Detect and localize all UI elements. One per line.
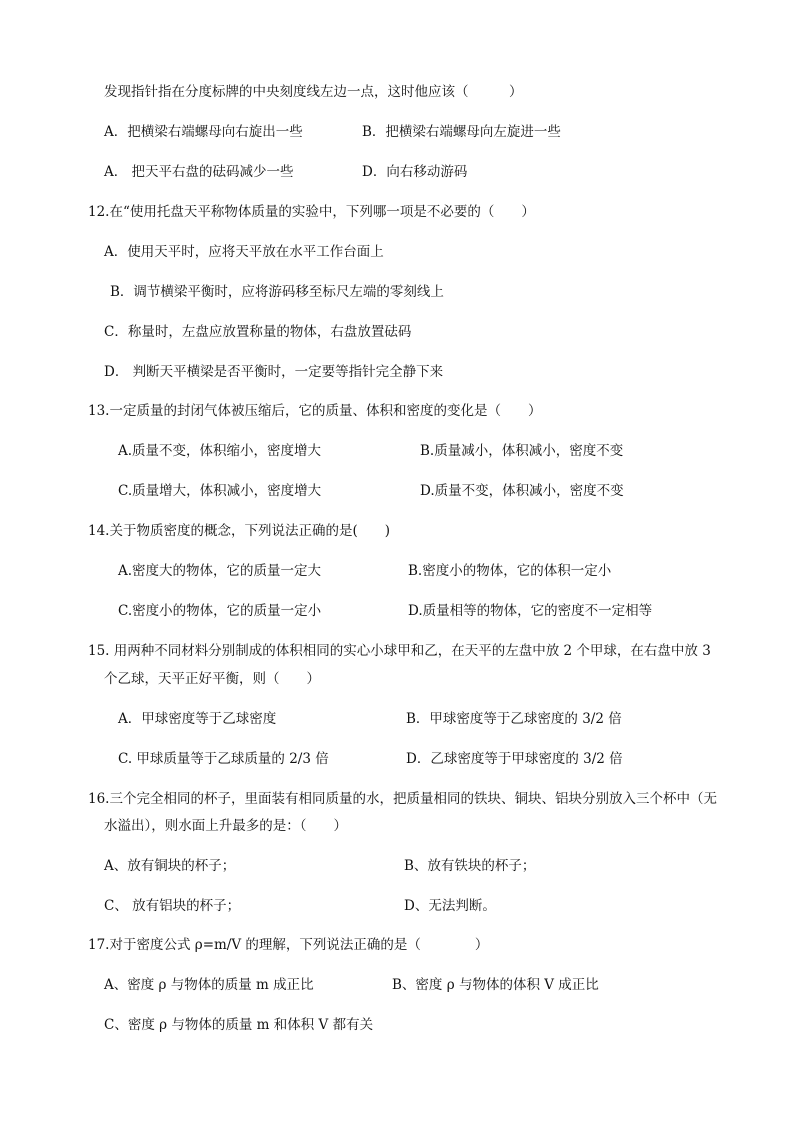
q13-option-c: C.质量增大，体积减小，密度增大 <box>118 483 322 499</box>
q13-option-a: A.质量不变，体积缩小，密度增大 <box>118 443 322 459</box>
q12-option-c: C．称量时，左盘应放置称量的物体，右盘放置砝码 <box>104 324 412 340</box>
q15-stem-line1: 15. 用两种不同材料分别制成的体积相同的实心小球甲和乙，在天平的左盘中放 2 个甲球，在右盘中放 3 <box>88 643 711 659</box>
q16-option-a: A、放有铜块的杯子； <box>104 858 236 874</box>
q14-option-c: C.密度小的物体，它的质量一定小 <box>118 603 322 619</box>
q13-stem: 13.一定质量的封闭气体被压缩后，它的质量、体积和密度的变化是（ ） <box>88 403 542 419</box>
q15-option-b: B．甲球密度等于乙球密度的 3/2 倍 <box>406 711 622 727</box>
q16-option-b: B、放有铁块的杯子； <box>404 858 536 874</box>
q16-option-d: D、无法判断。 <box>404 898 496 914</box>
q13-option-b: B.质量减小，体积减小，密度不变 <box>420 443 624 459</box>
q17-option-b: B、密度 ρ 与物体的体积 V 成正比 <box>392 977 599 993</box>
q11-option-a: A．把横梁右端螺母向右旋出一些 <box>104 124 303 140</box>
q11-stem-continued: 发现指针指在分度标牌的中央刻度线左边一点，这时他应该（ ） <box>104 84 523 100</box>
q12-stem: 12.在“使用托盘天平称物体质量的实验中，下列哪一项是不必要的（ ） <box>88 204 535 220</box>
q17-stem: 17.对于密度公式 ρ=m/V 的理解，下列说法正确的是（ ） <box>88 937 489 953</box>
q12-option-d: D． 判断天平横梁是否平衡时，一定要等指针完全静下来 <box>104 364 444 380</box>
q11-option-d: D．向右移动游码 <box>362 164 468 180</box>
q14-option-d: D.质量相等的物体，它的密度不一定相等 <box>408 603 653 619</box>
q11-option-c: A． 把天平右盘的砝码减少一些 <box>104 164 294 180</box>
q15-stem-line2: 个乙球，天平正好平衡，则（ ） <box>104 671 320 687</box>
q12-option-a: A．使用天平时，应将天平放在水平工作台面上 <box>104 244 384 260</box>
q14-option-b: B.密度小的物体，它的体积一定小 <box>408 563 612 579</box>
q14-stem: 14.关于物质密度的概念，下列说法正确的是( ) <box>88 523 391 539</box>
q15-option-c: C. 甲球质量等于乙球质量的 2/3 倍 <box>118 751 329 767</box>
q12-option-b: B．调节横梁平衡时，应将游码移至标尺左端的零刻线上 <box>110 284 444 300</box>
q11-option-b: B．把横梁右端螺母向左旋进一些 <box>362 124 561 140</box>
q14-option-a: A.密度大的物体，它的质量一定大 <box>118 563 322 579</box>
q16-stem-line1: 16.三个完全相同的杯子，里面装有相同质量的水，把质量相同的铁块、铜块、铝块分别放入三个杯中（无 <box>88 791 717 807</box>
q16-stem-line2: 水溢出），则水面上升最多的是：（ ） <box>104 818 347 834</box>
q13-option-d: D.质量不变，体积减小，密度不变 <box>420 483 624 499</box>
q15-option-a: A．甲球密度等于乙球密度 <box>118 711 277 727</box>
q17-option-a: A、密度 ρ 与物体的质量 m 成正比 <box>104 977 314 993</box>
q15-option-d: D．乙球密度等于甲球密度的 3/2 倍 <box>406 751 623 767</box>
q17-option-c: C、密度 ρ 与物体的质量 m 和体积 V 都有关 <box>104 1017 374 1033</box>
q16-option-c: C、 放有铝块的杯子； <box>104 898 241 914</box>
